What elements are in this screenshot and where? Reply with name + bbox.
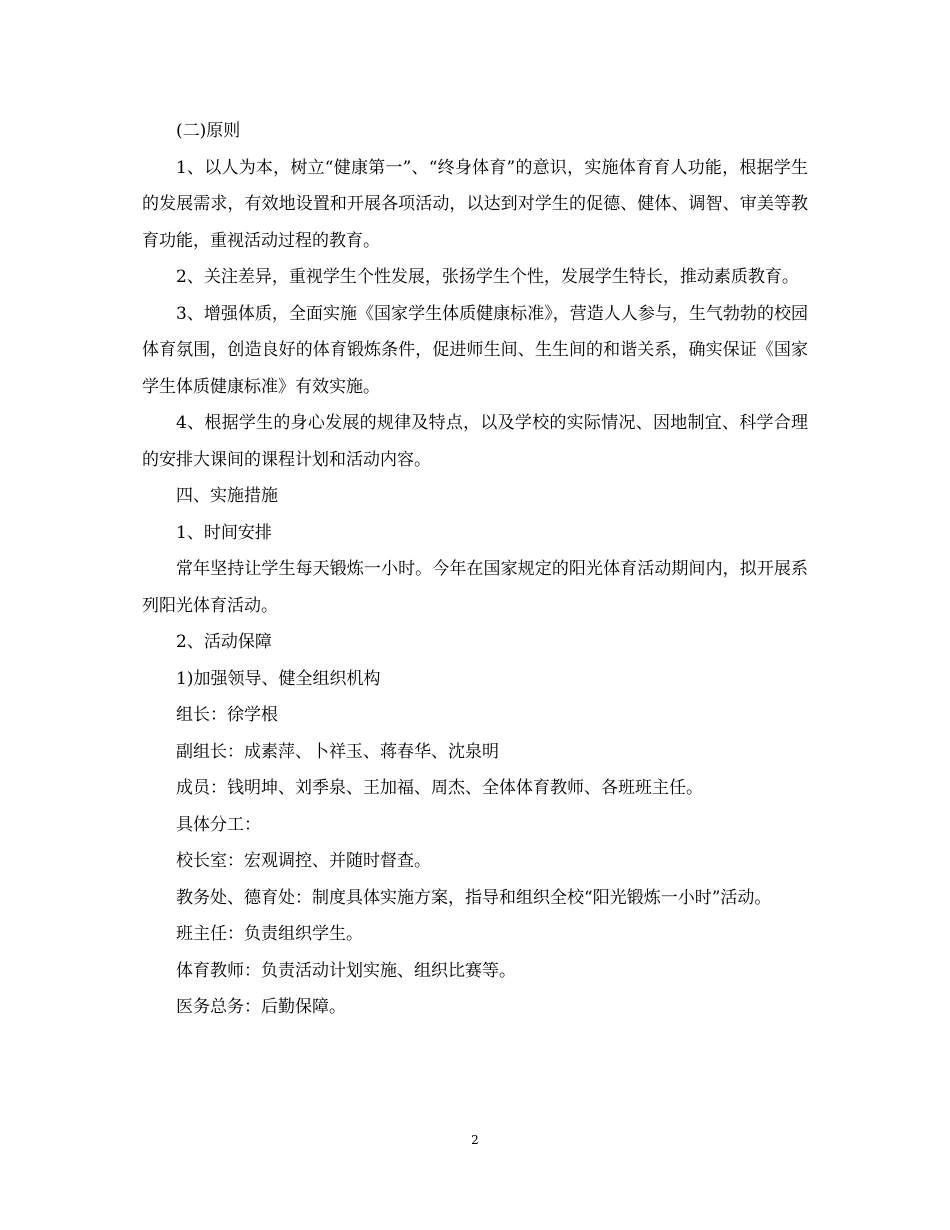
subheading-leadership: 1)加强领导、健全组织机构 [176, 668, 381, 689]
paragraph-principle-3: 3、增强体质，全面实施《国家学生体质健康标准》，营造人人参与，生气勃勃的校园体育氛围，创造良好的体育锻炼条件，促进师生间、生生间的和谐关系，确实保证《国家学生体质健康标准》有效实施。 [142, 303, 808, 397]
paragraph-time-arrangement: 常年坚持让学生每天锻炼一小时。今年在国家规定的阳光体育活动期间内，拟开展系列阳光体育活动。 [142, 559, 808, 616]
line-class-teacher: 班主任：负责组织学生。 [176, 924, 363, 944]
line-division-of-labor: 具体分工： [176, 814, 261, 835]
line-members: 成员：钱明坤、刘季泉、王加福、周杰、全体体育教师、各班班主任。 [176, 778, 703, 798]
document-body [142, 113, 808, 1026]
line-principal-office: 校长室：宏观调控、并随时督查。 [176, 851, 431, 871]
page-number: 2 [471, 1133, 479, 1147]
line-pe-teacher: 体育教师：负责活动计划实施、组织比赛等。 [176, 960, 516, 981]
section-heading-principles: (二)原则 [176, 121, 241, 141]
paragraph-principle-1: 1、以人为本，树立“健康第一”、“终身体育”的意识，实施体育育人功能，根据学生的发展需求，有效地设置和开展各项活动，以达到对学生的促德、健体、调智、审美等教育功能，重视活动过程的教育。 [142, 157, 808, 251]
subheading-time-arrangement: 1、时间安排 [176, 522, 272, 543]
line-academic-office: 教务处、德育处：制度具体实施方案，指导和组织全校“阳光锻炼一小时”活动。 [176, 887, 772, 908]
paragraph-principle-2: 2、关注差异，重视学生个性发展，张扬学生个性，发展学生特长，推动素质教育。 [176, 267, 799, 287]
line-medical-general: 医务总务：后勤保障。 [176, 997, 346, 1017]
paragraph-principle-4: 4、根据学生的身心发展的规律及特点，以及学校的实际情况、因地制宜、科学合理的安排大课间的课程计划和活动内容。 [142, 413, 808, 470]
subheading-activity-guarantee: 2、活动保障 [176, 632, 272, 652]
line-group-leader: 组长：徐学根 [176, 705, 278, 725]
line-deputy-leaders: 副组长：成素萍、卜祥玉、蒋春华、沈泉明 [176, 741, 499, 762]
section-heading-measures: 四、实施措施 [176, 486, 278, 506]
